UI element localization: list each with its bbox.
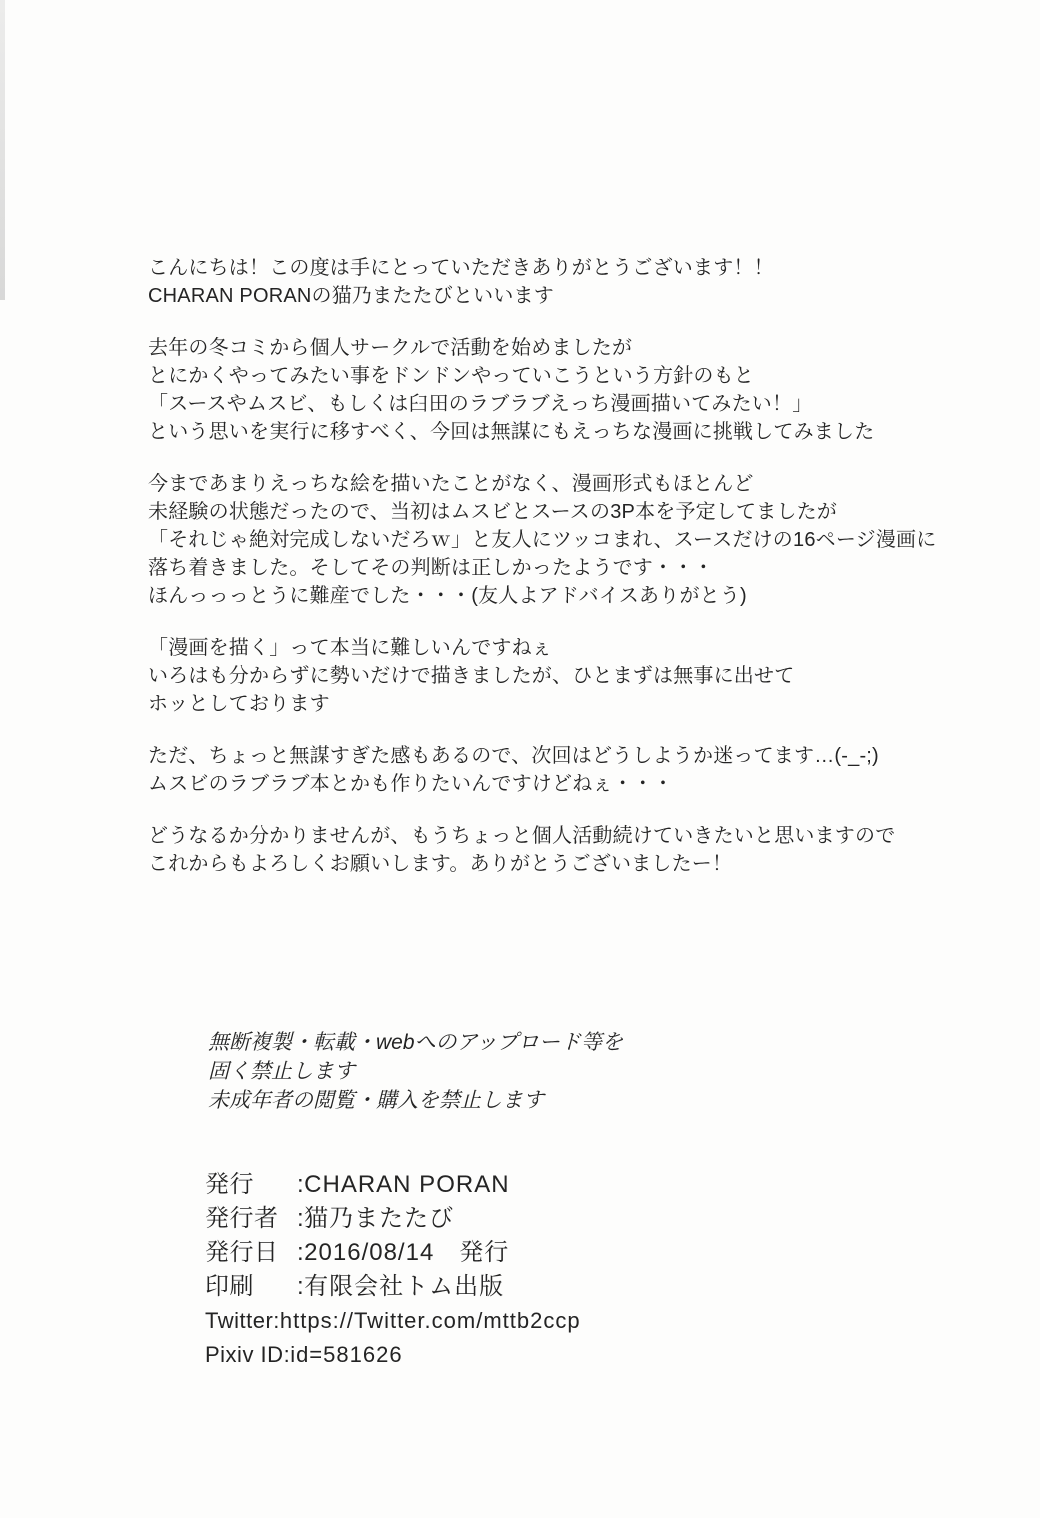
afterword-line: ただ、ちょっと無謀すぎた感もあるので、次回はどうしようか迷ってます…(-_-;) <box>148 745 879 767</box>
afterword-paragraph <box>148 742 936 798</box>
afterword-line: 「それじゃ絶対完成しないだろｗ」と友人にツッコまれ、スースだけの16ページ漫画に <box>148 529 937 551</box>
colophon-label: Pixiv ID <box>205 1342 284 1367</box>
colophon-block <box>205 1168 581 1372</box>
colophon-value: https://Twitter.com/mttb2ccp <box>279 1308 581 1333</box>
afterword-line: 今まであまりえっちな絵を描いたことがなく、漫画形式もほとんど <box>148 473 754 495</box>
scan-artifact-left-edge <box>0 0 5 300</box>
afterword-paragraph <box>148 634 936 718</box>
afterword-line: 「スースやムスビ、もしくは臼田のラブラブえっち漫画描いてみたい！」 <box>148 393 813 415</box>
colophon-value: id=581626 <box>290 1342 403 1367</box>
afterword-line: 未経験の状態だったので、当初はムスビとスースの3P本を予定してましたが <box>148 501 838 523</box>
notice-line: 固く禁止します <box>208 1060 355 1083</box>
colophon-label: 印刷 <box>205 1273 254 1300</box>
colophon-label: Twitter <box>205 1308 274 1333</box>
afterword-line: という思いを実行に移すべく、今回は無謀にもえっちな漫画に挑戦してみました <box>148 421 875 443</box>
colophon-label: 発行者 <box>205 1205 279 1232</box>
colophon-separator: : <box>283 1342 291 1367</box>
afterword-line: とにかくやってみたい事をドンドンやっていこうという方針のもと <box>148 365 754 387</box>
afterword-line: こんにちは！この度は手にとっていただきありがとうございます！！ <box>148 257 774 279</box>
afterword-line: ほんっっっとうに難産でした・・・(友人よアドバイスありがとう) <box>148 585 747 607</box>
colophon-row <box>205 1168 581 1202</box>
colophon-separator: : <box>297 1171 305 1198</box>
afterword-paragraph <box>148 334 936 446</box>
notice-line: 無断複製・転載・webへのアップロード等を <box>208 1031 624 1054</box>
colophon-value: CHARAN PORAN <box>304 1171 510 1198</box>
colophon-row <box>205 1236 581 1270</box>
colophon-row <box>205 1202 581 1236</box>
colophon-label: 発行日 <box>205 1239 279 1266</box>
afterword-line: ホッとしております <box>148 693 330 715</box>
afterword-paragraph <box>148 470 936 610</box>
colophon-separator: : <box>297 1273 305 1300</box>
colophon-row <box>205 1338 581 1372</box>
colophon-value: 2016/08/14 発行 <box>304 1239 510 1266</box>
colophon-row <box>205 1304 581 1338</box>
colophon-separator: : <box>297 1205 305 1232</box>
afterword-line: どうなるか分かりませんが、もうちょっと個人活動続けていきたいと思いますので <box>148 825 896 847</box>
afterword-line: 「漫画を描く」って本当に難しいんですねぇ <box>148 637 552 659</box>
afterword-line: 去年の冬コミから個人サークルで活動を始めましたが <box>148 337 633 359</box>
colophon-label: 発行 <box>205 1171 254 1198</box>
copyright-notice <box>208 1028 623 1115</box>
afterword-line: CHARAN PORANの猫乃またたびといいます <box>148 285 554 307</box>
notice-line: 未成年者の閲覧・購入を禁止します <box>208 1089 544 1112</box>
afterword-line: これからもよろしくお願いします。ありがとうございましたー！ <box>148 853 733 875</box>
colophon-separator: : <box>297 1239 305 1266</box>
afterword-line: 落ち着きました。そしてその判断は正しかったようです・・・ <box>148 557 714 579</box>
afterword-paragraph <box>148 254 936 310</box>
afterword-line: ムスビのラブラブ本とかも作りたいんですけどねぇ・・・ <box>148 773 674 795</box>
colophon-value: 猫乃またたび <box>304 1205 455 1232</box>
colophon-value: 有限会社トム出版 <box>304 1273 505 1300</box>
colophon-row <box>205 1270 581 1304</box>
afterword-paragraph <box>148 822 936 878</box>
afterword-line: いろはも分からずに勢いだけで描きましたが、ひとまずは無事に出せて <box>148 665 795 687</box>
afterword-text <box>148 254 936 902</box>
colophon-separator: : <box>273 1308 280 1333</box>
